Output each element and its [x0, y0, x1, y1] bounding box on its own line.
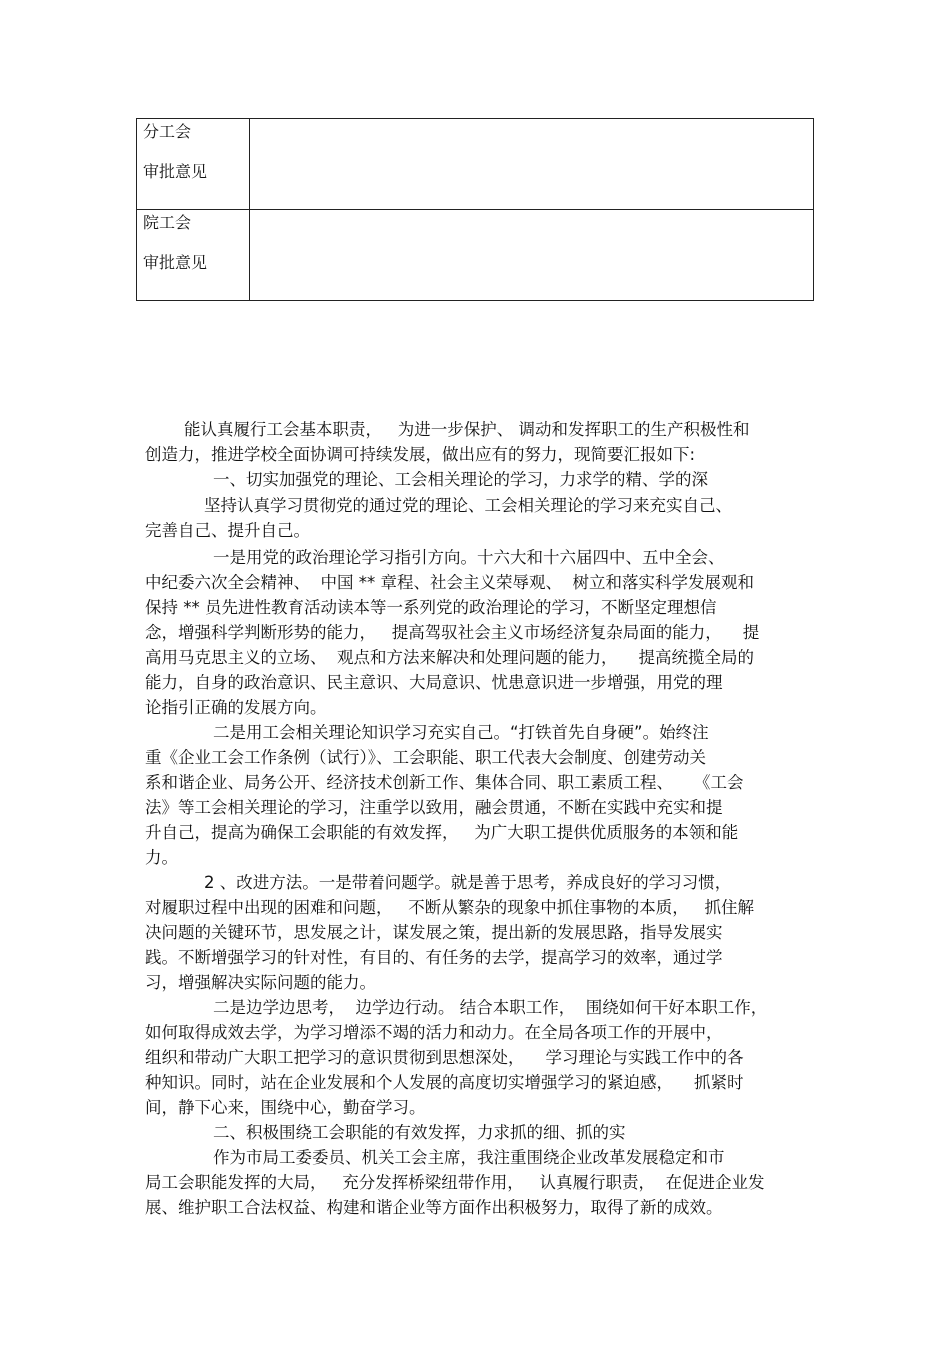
approval-row-college [137, 210, 814, 301]
body-line: 一是用党的政治理论学习指引方向。十六大和十六届四中、五中全会、 [213, 548, 725, 567]
body-line: 中纪委六次全会精神、 中国 ** 章程、社会主义荣辱观、 树立和落实科学发展观和 [145, 573, 754, 592]
body-line: 作为市局工委委员、机关工会主席，我注重围绕企业改革发展稳定和市 [213, 1148, 725, 1167]
approval-table [136, 118, 814, 301]
body-line: 高用马克思主义的立场、 观点和方法来解决和处理问题的能力， 提高统揽全局的 [145, 648, 754, 667]
approval-opinion-cell [250, 119, 814, 210]
body-line: 论指引正确的发展方向。 [145, 698, 327, 717]
approval-label-cell [137, 119, 250, 210]
body-line: 能认真履行工会基本职责， 为进一步保护、 调动和发挥职工的生产积极性和 [184, 420, 750, 439]
body-line: 完善自己、提升自己。 [145, 521, 310, 540]
body-line: 能力，自身的政治意识、民主意识、大局意识、忧患意识进一步增强，用党的理 [145, 673, 723, 692]
body-line: 习，增强解决实际问题的能力。 [145, 973, 376, 992]
body-line: 保持 ** 员先进性教育活动读本等一系列党的政治理论的学习，不断坚定理想信 [145, 598, 717, 617]
body-line: 重《企业工会工作条例（试行）》、工会职能、职工代表大会制度、创建劳动关 [145, 748, 706, 767]
body-line: 对履职过程中出现的困难和问题， 不断从繁杂的现象中抓住事物的本质， 抓住解 [145, 898, 754, 917]
body-line: 组织和带动广大职工把学习的意识贯彻到思想深处， 学习理论与实践工作中的各 [145, 1048, 744, 1067]
body-line: 2 、改进方法。一是带着问题学。就是善于思考，养成良好的学习习惯， [204, 873, 732, 892]
body-line: 践。不断增强学习的针对性，有目的、有任务的去学，提高学习的效率，通过学 [145, 948, 723, 967]
body-line: 法》等工会相关理论的学习，注重学以致用，融会贯通，不断在实践中充实和提 [145, 798, 723, 817]
body-line: 如何取得成效去学，为学习增添不竭的活力和动力。在全局各项工作的开展中， [145, 1023, 723, 1042]
body-line: 力。 [145, 848, 178, 867]
approval-label-line2: 审批意见 [143, 253, 208, 272]
approval-label-line1: 院工会 [143, 213, 192, 232]
body-line: 间，静下心来，围绕中心，勤奋学习。 [145, 1098, 426, 1117]
body-line: 二是用工会相关理论知识学习充实自己。“打铁首先自身硬”。始终注 [213, 723, 709, 742]
approval-label-line1: 分工会 [143, 122, 192, 141]
body-line: 决问题的关键环节，思发展之计，谋发展之策，提出新的发展思路，指导发展实 [145, 923, 723, 942]
body-line: 念，增强科学判断形势的能力， 提高驾驭社会主义市场经济复杂局面的能力， 提 [145, 623, 760, 642]
body-line: 二是边学边思考， 边学边行动。 结合本职工作， 围绕如何干好本职工作， [213, 998, 768, 1017]
approval-row-branch [137, 119, 814, 210]
section-heading: 二、积极围绕工会职能的有效发挥，力求抓的细、抓的实 [213, 1123, 626, 1142]
body-line: 展、维护职工合法权益、构建和谐企业等方面作出积极努力，取得了新的成效。 [145, 1198, 723, 1217]
body-line: 创造力，推进学校全面协调可持续发展，做出应有的努力，现简要汇报如下: [145, 445, 696, 464]
approval-label-cell [137, 210, 250, 301]
body-line: 局工会职能发挥的大局， 充分发挥桥梁纽带作用， 认真履行职责， 在促进企业发 [145, 1173, 765, 1192]
body-line: 升自己，提高为确保工会职能的有效发挥， 为广大职工提供优质服务的本领和能 [145, 823, 739, 842]
section-heading: 一、切实加强党的理论、工会相关理论的学习，力求学的精、学的深 [213, 470, 708, 489]
body-line: 系和谐企业、局务公开、经济技术创新工作、集体合同、职工素质工程、 《工会 [145, 773, 744, 792]
body-line: 种知识。同时，站在企业发展和个人发展的高度切实增强学习的紧迫感， 抓紧时 [145, 1073, 744, 1092]
approval-opinion-cell [250, 210, 814, 301]
approval-label-line2: 审批意见 [143, 162, 208, 181]
body-line: 坚持认真学习贯彻党的通过党的理论、工会相关理论的学习来充实自己、 [204, 496, 732, 515]
